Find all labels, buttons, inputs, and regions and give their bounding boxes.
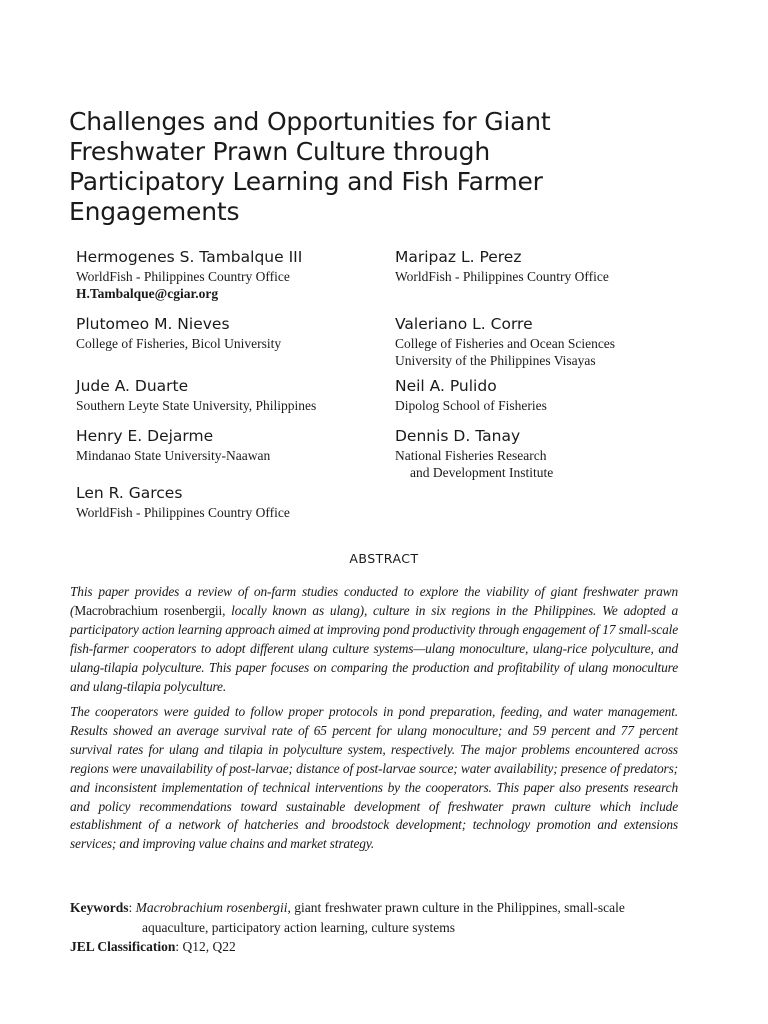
- paper-title: [69, 107, 709, 227]
- title-line: Freshwater Prawn Culture through: [69, 137, 490, 166]
- jel-value: : Q12, Q22: [175, 939, 236, 954]
- abstract-paragraph-1: [70, 583, 678, 696]
- author-affiliation: University of the Philippines Visayas: [395, 353, 596, 368]
- author-tanay: [395, 427, 553, 481]
- author-nieves: [76, 315, 281, 352]
- abstract-paragraph-2: The cooperators were guided to follow proper protocols in pond preparation, feeding, and water management. Results showed an average survival rate of 65 percent for ulang monoculture; and 59 percent and 77 percent survival rates for ulang and tilapia in polyculture system, respectively. The major problems encountered across regions were unavailability of post-larvae; distance of post-larvae source; water availability; presence of predators; and inconsistent implementation of technical interventions by the cooperators. This paper also presents research and policy recommendations toward sustainable development of freshwater prawn culture which include establishment of a network of hatcheries and broodstock development; technology promotion and extensions services; and improving value chains and market strategy.: [70, 704, 678, 852]
- author-name: Len R. Garces: [76, 484, 183, 502]
- title-line: Engagements: [69, 197, 240, 226]
- species-name: Macrobrachium rosenbergii,: [74, 602, 226, 618]
- author-affiliation: Dipolog School of Fisheries: [395, 398, 547, 413]
- author-affiliation: and Development Institute: [410, 465, 554, 480]
- jel-label: JEL Classification: [70, 939, 176, 954]
- author-garces: [76, 484, 290, 521]
- author-affiliation: College of Fisheries, Bicol University: [76, 336, 282, 351]
- abstract-text: locally known as ulang), culture in six regions in the Philippines. We adopted a participatory action learning approach aimed at improving pond productivity through engagement of 17 small-scale fish-farmer cooperators to adopt different ulang culture systems—ulang monoculture, ulang-rice polyculture, and ulang-tilapia polyculture. This paper focuses on comparing the production and profitability of ulang monoculture and ulang-tilapia polyculture.: [70, 602, 678, 694]
- author-name: Plutomeo M. Nieves: [76, 315, 230, 333]
- author-affiliation: College of Fisheries and Ocean Sciences: [395, 336, 616, 351]
- abstract-heading: ABSTRACT: [349, 551, 419, 566]
- keywords: Keywords: Macrobrachium rosenbergii, giant freshwater prawn culture in the Philippines, small-scale aquaculture, participatory action learning, culture systems: [70, 898, 690, 937]
- author-duarte: [76, 377, 316, 414]
- author-pulido: [395, 377, 547, 414]
- author-perez: [395, 248, 609, 285]
- author-name: Henry E. Dejarme: [76, 427, 214, 445]
- keywords-label: Keywords: [70, 900, 129, 915]
- title-line: Challenges and Opportunities for Giant: [69, 107, 551, 136]
- keyword-species: Macrobrachium rosenbergii: [135, 900, 288, 915]
- author-name: Jude A. Duarte: [76, 377, 189, 395]
- author-name: Dennis D. Tanay: [395, 427, 521, 445]
- author-affiliation: WorldFish - Philippines Country Office: [395, 269, 609, 284]
- title-line: Participatory Learning and Fish Farmer: [69, 167, 543, 196]
- author-affiliation: Mindanao State University-Naawan: [76, 448, 271, 463]
- author-affiliation: WorldFish - Philippines Country Office: [76, 505, 290, 520]
- jel-classification: [70, 937, 690, 957]
- author-affiliation: WorldFish - Philippines Country Office: [76, 269, 290, 284]
- keywords-text: aquaculture, participatory action learning, culture systems: [142, 919, 456, 935]
- author-dejarme: [76, 427, 270, 464]
- author-name: Maripaz L. Perez: [395, 248, 522, 266]
- author-email: H.Tambalque@cgiar.org: [76, 286, 219, 301]
- author-name: Valeriano L. Corre: [395, 315, 533, 333]
- keywords-text: , giant freshwater prawn culture in the Philippines, small-scale: [287, 900, 625, 915]
- author-name: Neil A. Pulido: [395, 377, 497, 395]
- author-affiliation: Southern Leyte State University, Philippines: [76, 398, 317, 413]
- abstract-text: This paper provides a review of on-farm studies conducted to explore the viability of giant freshwater prawn (: [70, 584, 678, 618]
- author-corre: [395, 315, 615, 369]
- author-name: Hermogenes S. Tambalque III: [76, 248, 303, 266]
- author-affiliation: National Fisheries Research: [395, 448, 547, 463]
- author-tambalque: [76, 248, 302, 302]
